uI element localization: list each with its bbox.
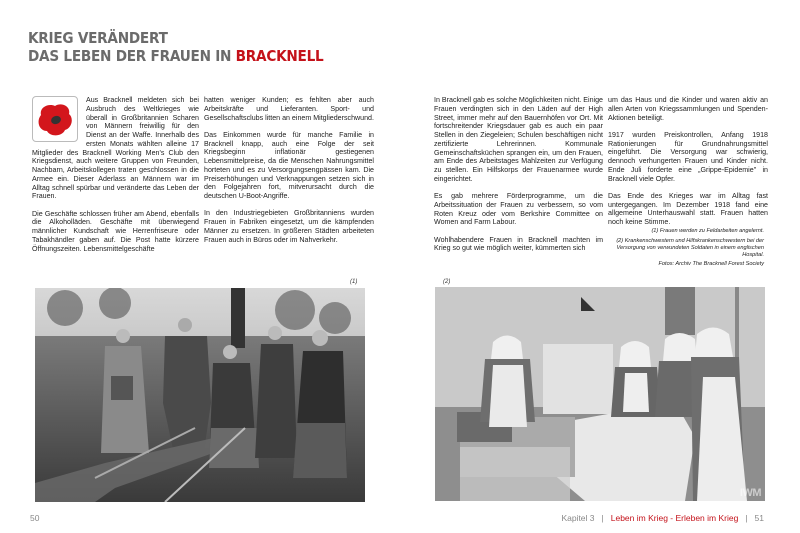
paragraph: Wohlhabendere Frauen in Bracknell machten im Krieg so gut wie möglich weiter, kümmerten sich (434, 235, 603, 253)
photo-captions (599, 228, 764, 271)
photo-credit: Fotos: Archiv The Bracknell Forest Society (658, 261, 764, 267)
title-line-2 (28, 47, 323, 65)
footer-separator: | (601, 513, 604, 523)
caption-1: (1) Frauen werden zu Feldarbeiten angelernt. (651, 228, 764, 234)
photo-number: (1) (350, 279, 358, 285)
caption-2: (2) Krankenschwestern und Hilfskrankenschwestern bei der Versorgung von verwundeten Soldaten in einem englischen Hospital. (616, 237, 764, 258)
paragraph: um das Haus und die Kinder und waren aktiv an allen Arten von Kriegssammlungen und Spenden-Aktionen beteiligt. (608, 96, 768, 122)
left-column-1 (32, 96, 199, 262)
paragraph: In Bracknell gab es solche Möglichkeiten nicht. Einige Frauen verdingten sich in den Läden auf der High Street, immer mehr auf den Bauernhöfen vor Ort. Mit fortschreitender Kriegsdauer gab es auch ein paar Stellen in den Ziegeleien; Schulen beschäftigen nicht zertifizierte Lehrerinnen. Kommunale Gemeinschaftsküchen sprangen ein, um den Frauen, am Ende des Arbeitstages Mahlzeiten zur Verfügung zu stellen. Ein Hilfskorps der Frauenarmee wurde eingerichtet. (434, 96, 603, 183)
paragraph: Die Geschäfte schlossen früher am Abend, ebenfalls die Alkoholläden. Geschäfte mit überwiegend männlicher Kundschaft wie Herrenfriseure oder Tabakhändler gaben auf. Die Post hatte kürzere Öffnungszeiten. Lebensmittelgeschäfte (32, 209, 199, 253)
chapter-title: Leben im Krieg - Erleben im Krieg (610, 513, 739, 523)
footer-separator: | (745, 513, 748, 523)
photo-number: (2) (443, 279, 451, 285)
page-footer (561, 513, 764, 523)
iwm-watermark: IWM (739, 487, 761, 499)
photo-women-plowing (35, 288, 365, 502)
page-number-left: 50 (30, 513, 40, 523)
paragraph: Das Ende des Krieges war im Alltag fast untergegangen. Im Dezember 1918 fand eine allgemeine Unterhauswahl statt. Frauen hatten noch keine Stimme. (608, 191, 768, 226)
chapter-label: Kapitel 3 (561, 513, 595, 523)
right-column-1 (434, 96, 603, 262)
page-number-right: 51 (754, 513, 764, 523)
paragraph: Das Einkommen wurde für manche Familie in Bracknell knapp, auch eine Folge der seit Kriegsbeginn inflationär gestiegenen Lebensmittelpreise, da die Menschen Nahrungsmittel horteten und es zu Versorgungsengpässen kam. Die Preiserhöhungen und Verknappungen setzen sich in den Folgejahren fort, mitverursacht durch die deutschen U-Boot-Angriffe. (204, 130, 374, 200)
page-title (28, 29, 323, 65)
photo-nurses-hospital (435, 287, 765, 501)
title-line-1: KRIEG VERÄNDERT (28, 29, 168, 47)
title-highlight: BRACKNELL (235, 47, 324, 65)
left-column-2 (204, 96, 374, 253)
paragraph: 1917 wurden Preiskontrollen, Anfang 1918 Rationierungen für Grundnahrungsmittel eingeführt. Die Versorgung war schwierig, dennoch verhungerten Frauen und Kinder nicht. Ende Juli forderte eine „Grippe-Epidemie" in Bracknell viele Opfer. (608, 130, 768, 183)
paragraph: In den Industriegebieten Großbritanniens wurden Frauen in Fabriken eingesetzt, um die kämpfenden Männer zu ersetzen. In größeren Städten arbeiteten Frauen auch in Büros oder im Nahverkehr. (204, 209, 374, 244)
title-line-2-prefix: DAS LEBEN DER FRAUEN IN (28, 47, 236, 65)
right-column-2 (608, 96, 768, 235)
paragraph: Aus Bracknell meldeten sich bei Ausbruch des Weltkrieges wie überall in Großbritannien Scharen von Männern freiwillig für den Dienst an der Waffe. Innerhalb des ersten Monats wählten alleine 17 Mitglieder des Bracknell Working Men's Club den Kriegsdienst, auch weitere Gruppen von Freunden, Nachbarn, Arbeitskollegen traten geschlossen in die Armee ein. Dieser Aderlass an Männern war im Alltag schnell spürbar und veränderte das Leben der Frauen. (32, 96, 199, 201)
paragraph: hatten weniger Kunden; es fehlten aber auch Arbeitskräfte und Lieferanten. Sport- und Gesellschaftsclubs litten an einem Mitgliederschwund. (204, 96, 374, 122)
paragraph: Es gab mehrere Förderprogramme, um die Arbeitssituation der Frauen zu verbessern, so vom Roten Kreuz oder vom Berkshire Committee on Women and Farm Labour. (434, 192, 603, 227)
